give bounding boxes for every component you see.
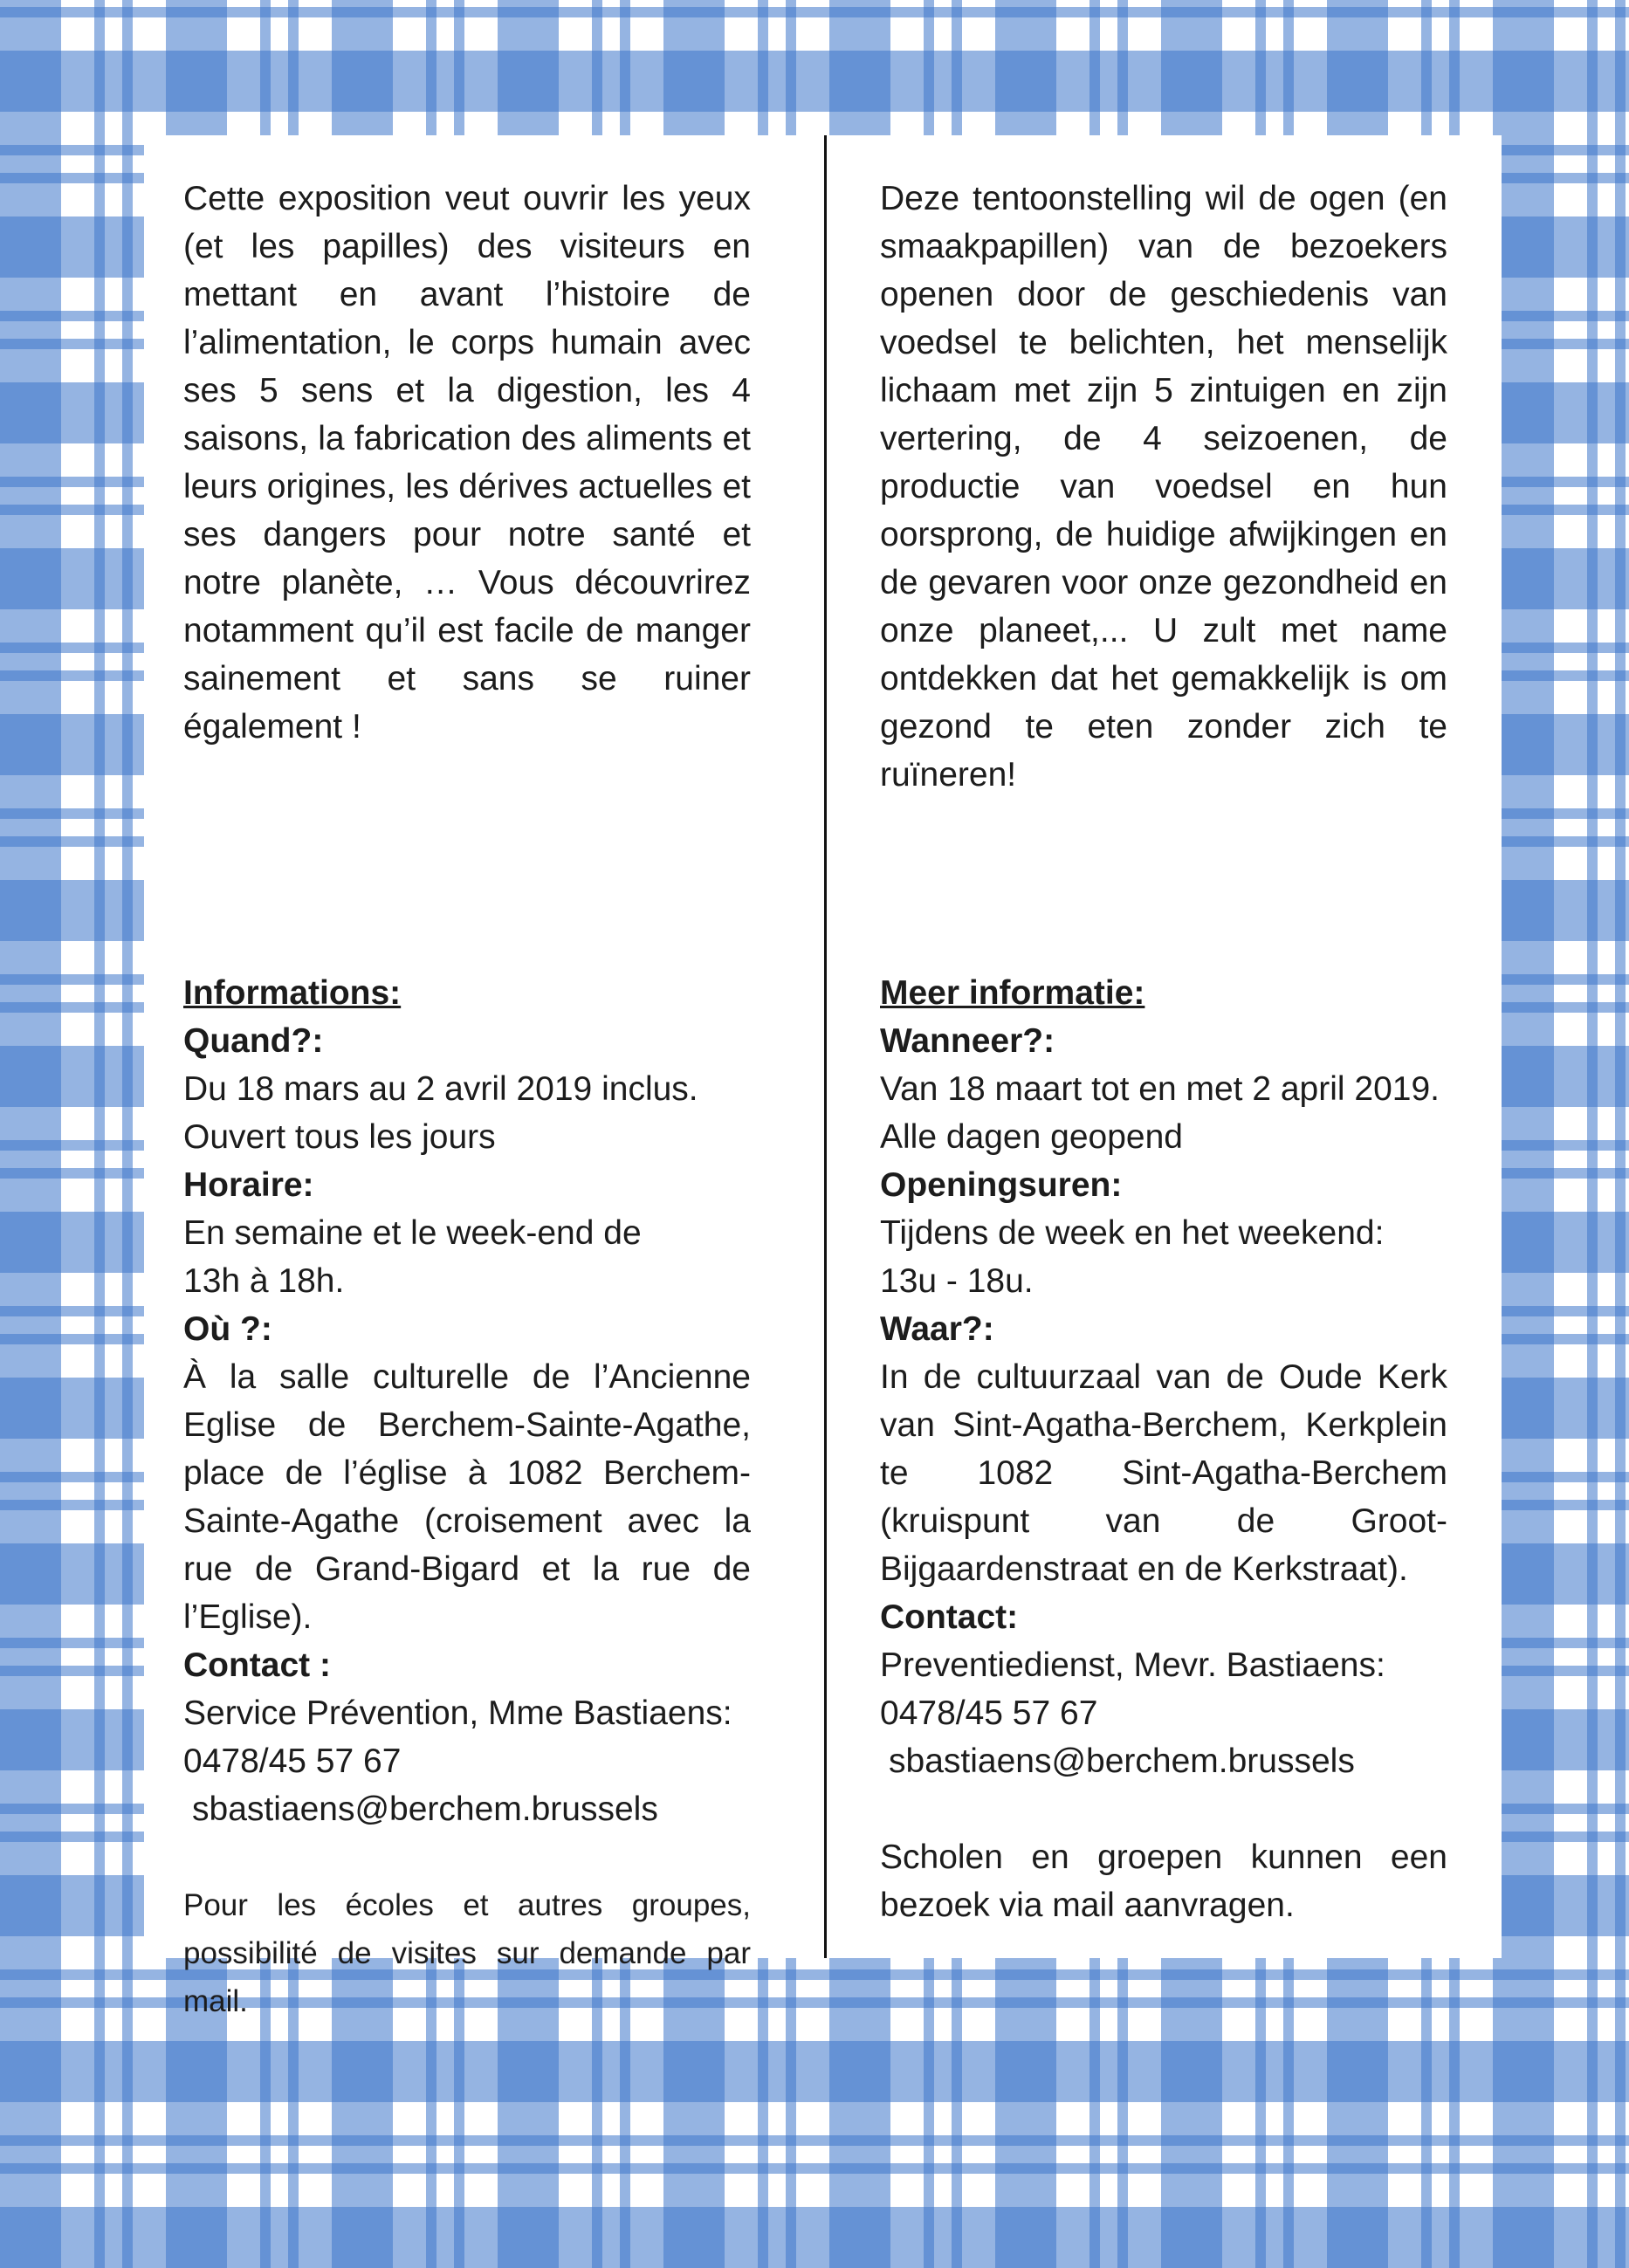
when-open-fr: Ouvert tous les jours (183, 1118, 496, 1156)
contact-label-fr: Contact : (183, 1646, 331, 1684)
groups-note-nl: Scholen en groepen kunnen een bezoek via mail aanvragen. (880, 1838, 1447, 1924)
french-column (183, 175, 751, 2025)
contact-email-fr[interactable]: sbastiaens@berchem.brussels (192, 1790, 658, 1828)
when-open-nl: Alle dagen geopend (880, 1118, 1183, 1156)
hours-time-nl: 13u - 18u. (880, 1262, 1034, 1300)
groups-note-fr: Pour les écoles et autres groupes, possibilité de visites sur demande par mail. (183, 1888, 751, 2018)
contact-phone-fr: 0478/45 57 67 (183, 1742, 402, 1780)
column-divider (824, 135, 827, 1958)
when-label-nl: Wanneer?: (880, 1022, 1055, 1060)
where-label-nl: Waar?: (880, 1310, 994, 1348)
hours-time-fr: 13h à 18h. (183, 1262, 345, 1300)
where-label-fr: Où ?: (183, 1310, 272, 1348)
where-text-fr: À la salle culturelle de l’Ancienne Eglise de Berchem-Sainte-Agathe, place de l’église à 1082 Berchem-Sainte-Agathe (croisement avec la rue de Grand-Bigard et la rue de l’Eglise). (183, 1358, 751, 1636)
contact-name-fr: Service Prévention, Mme Bastiaens: (183, 1694, 732, 1732)
hours-days-fr: En semaine et le week-end de (183, 1214, 642, 1252)
hours-days-nl: Tijdens de week en het weekend: (880, 1214, 1385, 1252)
when-dates-fr: Du 18 mars au 2 avril 2019 inclus. (183, 1070, 698, 1108)
contact-phone-nl: 0478/45 57 67 (880, 1694, 1098, 1732)
where-text-nl: In de cultuurzaal van de Oude Kerk van Sint-Agatha-Berchem, Kerkplein te 1082 Sint-Agatha-Berchem (kruispunt van de Groot-Bijgaardenstraat en de Kerkstraat). (880, 1358, 1447, 1588)
dutch-column (880, 175, 1447, 1929)
contact-email-nl[interactable]: sbastiaens@berchem.brussels (889, 1742, 1355, 1780)
hours-label-fr: Horaire: (183, 1166, 314, 1204)
when-label-fr: Quand?: (183, 1022, 324, 1060)
info-title-nl: Meer informatie: (880, 974, 1145, 1012)
contact-name-nl: Preventiedienst, Mevr. Bastiaens: (880, 1646, 1385, 1684)
when-dates-nl: Van 18 maart tot en met 2 april 2019. (880, 1070, 1440, 1108)
info-section-fr (183, 969, 751, 2025)
info-title-fr: Informations: (183, 974, 402, 1012)
info-section-nl (880, 969, 1447, 1929)
hours-label-nl: Openingsuren: (880, 1166, 1123, 1204)
contact-label-nl: Contact: (880, 1598, 1019, 1636)
intro-text-fr: Cette exposition veut ouvrir les yeux (et les papilles) des visiteurs en mettant en avant l’histoire de l’alimentation, le corps humain avec ses 5 sens et la digestion, les 4 saisons, la fabrication des aliments et leurs origines, les dérives actuelles et ses dangers pour notre santé et notre planète, … Vous découvrirez notamment qu’il est facile de manger sainement et sans se ruiner également ! (183, 180, 751, 746)
intro-text-nl: Deze tentoonstelling wil de ogen (en smaakpapillen) van de bezoekers openen door de geschiedenis van voedsel te belichten, het menselijk lichaam met zijn 5 zintuigen en zijn vertering, de 4 seizoenen, de productie van voedsel en hun oorsprong, de huidige afwijkingen en de gevaren voor onze gezondheid en onze planeet,... U zult met name ontdekken dat het gemakkelijk is om gezond te eten zonder zich te ruïneren! (880, 180, 1447, 794)
